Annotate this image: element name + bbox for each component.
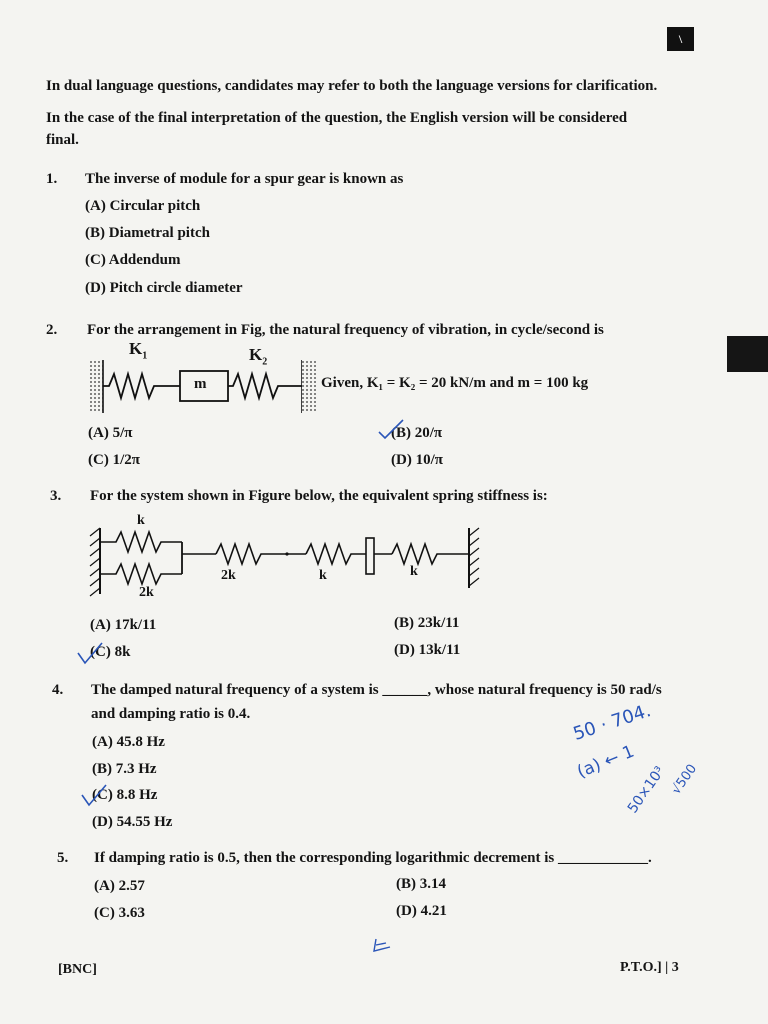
question-1-number: 1. [46, 171, 58, 187]
handwritten-note-2: (a) ← 1 [574, 741, 638, 783]
question-5-option-c: (C) 3.63 [94, 905, 145, 921]
question-4-option-a: (A) 45.8 Hz [92, 734, 165, 750]
question-3-number: 3. [50, 488, 62, 504]
label-top-k: k [137, 513, 145, 528]
question-4-text-2: and damping ratio is 0.4. [91, 706, 251, 722]
spring-middle-2k [216, 544, 286, 564]
handwritten-tick-q3 [76, 641, 106, 667]
side-tab-mark [727, 336, 768, 372]
page-number-badge: \ [667, 27, 694, 51]
handwritten-scribble [370, 935, 396, 957]
handwritten-note-3: 50×10³ [624, 763, 669, 817]
question-1-option-a: (A) Circular pitch [85, 198, 201, 214]
spring-top-k [100, 532, 182, 552]
spring-bottom-2k [100, 564, 182, 584]
question-3-option-a: (A) 17k/11 [90, 617, 157, 633]
question-4-option-b: (B) 7.3 Hz [92, 761, 157, 777]
question-5-option-d: (D) 4.21 [396, 903, 447, 919]
footer-page: P.T.O.] | 3 [620, 960, 679, 975]
label-bottom-2k: 2k [139, 585, 154, 600]
notice-line-1: In dual language questions, candidates may refer to both the language versions for clarification. [46, 78, 658, 94]
question-4-number: 4. [52, 682, 64, 698]
spring-k2 [228, 374, 302, 398]
question-3-option-d: (D) 13k/11 [394, 642, 461, 658]
connector-block [366, 538, 374, 574]
question-5-option-b: (B) 3.14 [396, 876, 446, 892]
question-5-text: If damping ratio is 0.5, then the corresponding logarithmic decrement is ____________. [94, 850, 652, 866]
left-wall [88, 360, 103, 413]
right-wall [302, 360, 317, 413]
handwritten-note-4: √500 [668, 761, 701, 798]
question-5-option-a: (A) 2.57 [94, 878, 145, 894]
question-4-option-d: (D) 54.55 Hz [92, 814, 173, 830]
label-k1: $K_1$ [129, 339, 148, 362]
label-spring-k1: k [319, 568, 327, 583]
handwritten-tick-q4 [80, 783, 110, 809]
question-5-number: 5. [57, 850, 69, 866]
spring-series-k1 [306, 544, 366, 564]
question-2-given: Given, K₁ = K₂ = 20 kN/m and m = 100 kg [321, 375, 589, 391]
notice-line-3: final. [46, 132, 79, 148]
question-3-option-b: (B) 23k/11 [394, 615, 460, 631]
question-3-option-c: (C) 8k [90, 644, 131, 660]
handwritten-note-1: 50 · 704. [570, 700, 654, 745]
handwritten-tick-q2 [377, 418, 407, 442]
question-4-option-c: (C) 8.8 Hz [92, 787, 158, 803]
label-k2: $K_2$ [249, 345, 268, 368]
question-2-option-c: (C) 1/2π [88, 452, 140, 468]
footer-code: [BNC] [58, 962, 97, 977]
question-1-option-b: (B) Diametral pitch [85, 225, 210, 241]
question-4-text: The damped natural frequency of a system is ______, whose natural frequency is 50 rad/s [91, 682, 662, 698]
question-2-number: 2. [46, 322, 58, 338]
question-2-option-d: (D) 10/π [391, 452, 443, 468]
label-middle-2k: 2k [221, 568, 236, 583]
question-1-text: The inverse of module for a spur gear is known as [85, 171, 404, 187]
spring-k1 [103, 374, 180, 398]
question-1-option-c: (C) Addendum [85, 252, 181, 268]
question-2-text: For the arrangement in Fig, the natural frequency of vibration, in cycle/second is [87, 322, 604, 338]
label-mass: m [194, 376, 207, 392]
label-spring-k2: k [410, 564, 418, 579]
question-2-option-b: (B) 20/π [391, 425, 443, 441]
question-2-option-a: (A) 5/π [88, 425, 133, 441]
question-3-text: For the system shown in Figure below, the equivalent spring stiffness is: [90, 488, 548, 504]
spring-series-k2 [392, 544, 469, 564]
notice-line-2: In the case of the final interpretation of the question, the English version will be considered [46, 110, 628, 126]
question-1-option-d: (D) Pitch circle diameter [85, 280, 243, 296]
